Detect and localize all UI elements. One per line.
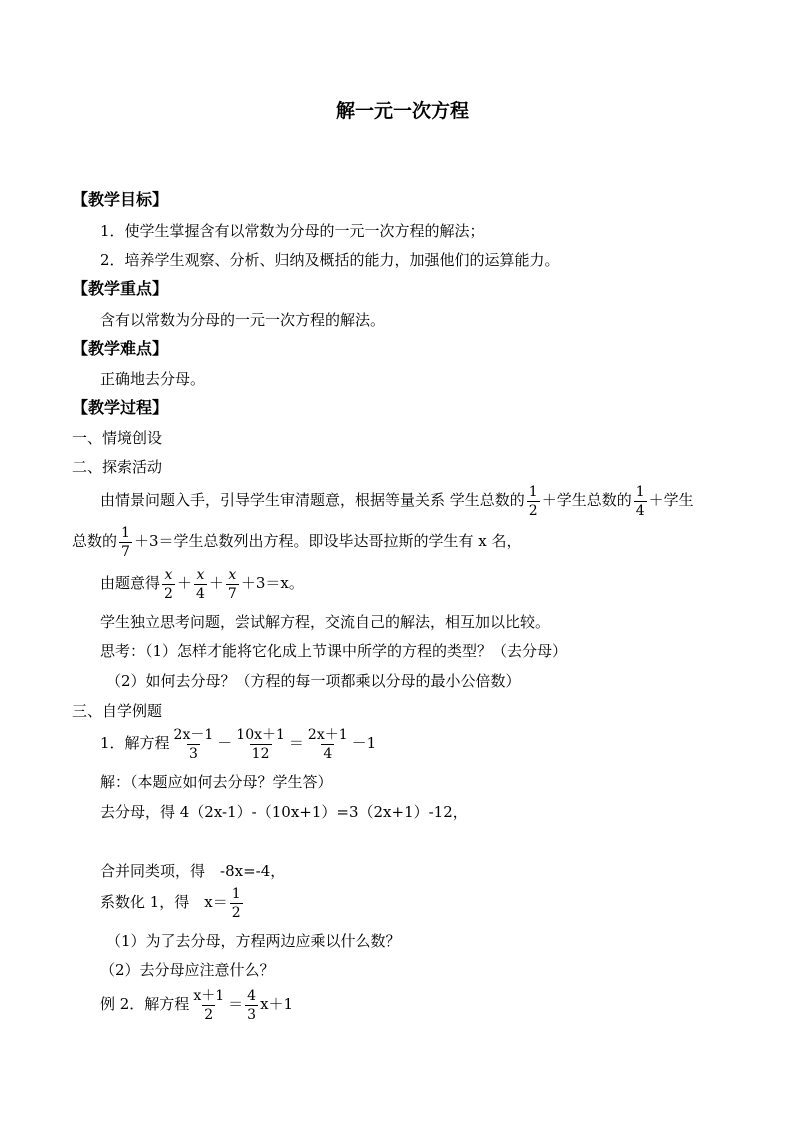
part-heading-1: 一、情境创设	[72, 429, 163, 447]
fraction-den: 2	[528, 502, 538, 519]
fraction-den: 3	[247, 1006, 257, 1023]
explore-line-1-text-a: 由情景问题入手，引导学生审清题意，根据等量关系 学生总数的	[100, 491, 525, 509]
section-heading-difficulty: 【教学难点】	[72, 339, 169, 358]
fraction-den: 4	[635, 502, 645, 519]
question-2: （2）去分母应注意什么？	[100, 961, 275, 979]
fraction-num: x	[228, 566, 237, 583]
plus-sign: ＋	[176, 574, 192, 592]
example-1-tail: －1	[351, 734, 377, 752]
fraction-x-plus-1-over-2	[191, 989, 226, 1022]
explore-line-1-text-c: ＋学生	[648, 491, 694, 509]
fraction-num: 4	[247, 987, 257, 1004]
explore-line-2	[72, 523, 521, 559]
think-intro: 学生独立思考问题，尝试解方程，交流自己的解法，相互加以比较。	[100, 613, 551, 631]
fraction-one-seventh	[119, 526, 132, 559]
explore-line-2-text-b: ＋3＝学生总数列出方程。即设毕达哥拉斯的学生有 x 名，	[133, 532, 522, 550]
fraction-den: 2	[204, 1006, 214, 1023]
goal-item-1: 1．使学生掌握含有以常数为分母的一元一次方程的解法；	[100, 222, 485, 240]
think-question-1: 思考：（1）怎样才能将它化成上节课中所学的方程的类型？（去分母）	[100, 642, 568, 660]
explore-line-1-text-b: ＋学生总数的	[541, 491, 632, 509]
fraction-den: 2	[164, 585, 173, 602]
example-1-step-3-prefix: 系数化 1，得 x＝	[100, 893, 228, 911]
key-text: 含有以常数为分母的一元一次方程的解法。	[100, 311, 386, 329]
goal-item-2: 2．培养学生观察、分析、归纳及概括的能力，加强他们的运算能力。	[100, 251, 560, 269]
fraction-num: 2x－1	[173, 726, 214, 743]
fraction-num: x＋1	[193, 987, 225, 1004]
difficulty-text: 正确地去分母。	[100, 370, 206, 388]
equals-sign: ＝	[228, 995, 244, 1013]
fraction-one-half-result	[230, 887, 243, 920]
fraction-num: x	[196, 566, 205, 583]
part-heading-2: 二、探索活动	[72, 458, 163, 476]
example-1-step-3	[100, 883, 245, 921]
example-1-step-2: 合并同类项，得 -8x=-4，	[100, 862, 286, 880]
minus-sign: －	[217, 734, 233, 752]
fraction-one-quarter	[634, 485, 647, 518]
example-2-equation	[100, 985, 293, 1023]
explore-line-2-text-a: 总数的	[72, 532, 118, 550]
fraction-den: 7	[227, 585, 237, 602]
example-1-prefix: 1．解方程	[100, 734, 170, 752]
equation-tail: ＋3＝x。	[240, 574, 304, 592]
plus-sign: ＋	[208, 574, 224, 592]
explore-equation	[100, 565, 304, 601]
equals-sign: ＝	[288, 734, 304, 752]
fraction-10x-plus-1-over-12	[234, 728, 287, 761]
explore-line-1	[100, 482, 694, 518]
example-2-prefix: 例 2．解方程	[100, 995, 190, 1013]
fraction-2x-minus-1-over-3	[172, 728, 216, 761]
example-2-tail: x＋1	[260, 995, 294, 1013]
section-heading-key: 【教学重点】	[72, 279, 169, 298]
fraction-2x-plus-1-over-4	[306, 728, 350, 761]
fraction-num: 10x＋1	[236, 726, 285, 743]
fraction-x-over-2	[162, 568, 175, 601]
fraction-num: 2x＋1	[307, 726, 348, 743]
section-heading-goals: 【教学目标】	[72, 190, 169, 209]
fraction-den: 3	[188, 745, 198, 762]
fraction-den: 2	[231, 904, 241, 921]
fraction-den: 4	[195, 585, 205, 602]
fraction-x-over-7	[226, 568, 239, 601]
fraction-num: 1	[121, 524, 130, 541]
example-1-equation	[100, 724, 376, 762]
fraction-one-half	[527, 485, 540, 518]
equation-prefix: 由题意得	[100, 574, 161, 592]
question-1: （1）为了去分母，方程两边应乘以什么数？	[106, 932, 401, 950]
fraction-num: 1	[528, 483, 538, 500]
example-1-solution-intro: 解：（本题应如何去分母？学生答）	[100, 773, 333, 791]
fraction-num: x	[164, 566, 173, 583]
fraction-den: 12	[251, 745, 270, 762]
think-question-2: （2）如何去分母？（方程的每一项都乘以分母的最小公倍数）	[106, 672, 521, 690]
fraction-num: 1	[635, 483, 645, 500]
part-heading-3: 三、自学例题	[72, 702, 163, 720]
example-1-step-1: 去分母，得 4（2x-1）-（10x+1）=3（2x+1）-12，	[100, 803, 468, 821]
fraction-x-over-4	[194, 568, 207, 601]
section-heading-process: 【教学过程】	[72, 398, 169, 417]
fraction-four-thirds	[245, 989, 258, 1022]
fraction-num: 1	[231, 885, 241, 902]
page-title: 解一元一次方程	[336, 100, 470, 122]
fraction-den: 7	[121, 543, 130, 560]
fraction-den: 4	[323, 745, 333, 762]
